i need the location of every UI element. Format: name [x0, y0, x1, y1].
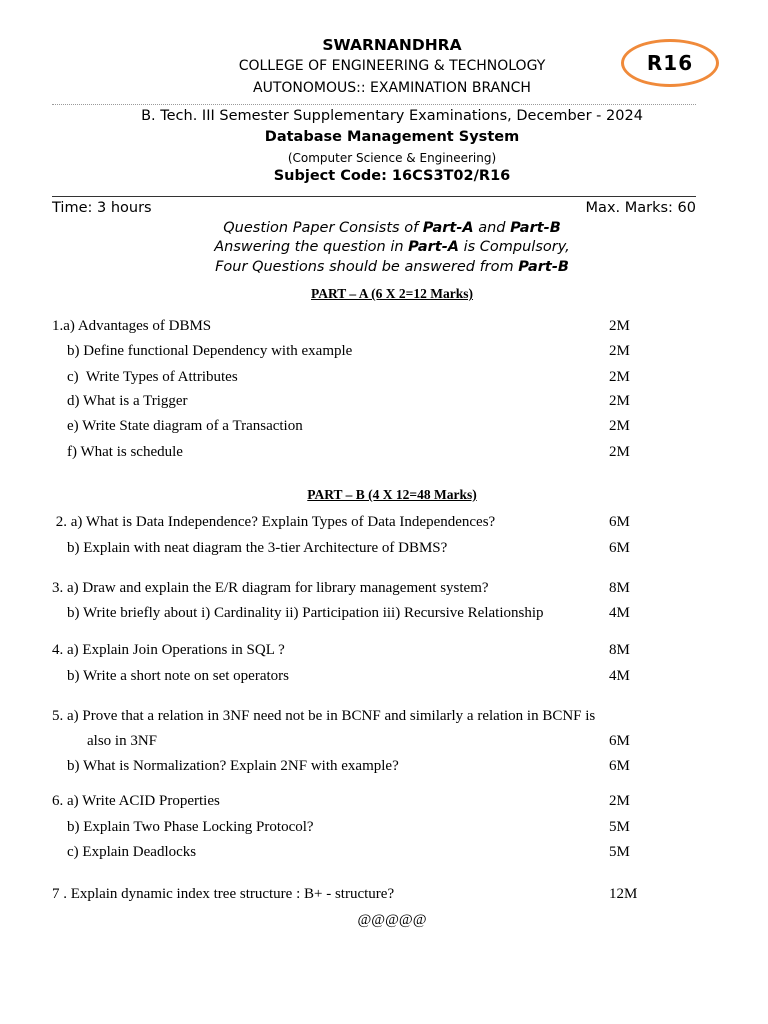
question-4a: 4. a) Explain Join Operations in SQL ?	[52, 642, 285, 658]
institution-name: SWARNANDHRA	[322, 36, 462, 54]
marks-3b: 4M	[609, 605, 630, 621]
instruction-line-1: Question Paper Consists of Part-A and Part-B	[223, 220, 561, 236]
marks-7: 12M	[609, 886, 638, 902]
college-name: COLLEGE OF ENGINEERING & TECHNOLOGY	[238, 58, 546, 74]
exam-duration: Time: 3 hours	[52, 200, 152, 216]
marks-2b: 6M	[609, 540, 630, 556]
marks-6b: 5M	[609, 819, 630, 835]
question-6b: b) Explain Two Phase Locking Protocol?	[67, 819, 314, 835]
question-1d: d) What is a Trigger	[67, 393, 188, 409]
question-2a: 2. a) What is Data Independence? Explain Types of Data Independences?	[52, 514, 496, 530]
question-2b: b) Explain with neat diagram the 3-tier Architecture of DBMS?	[67, 540, 448, 556]
marks-1c: 2M	[609, 369, 630, 385]
marks-4b: 4M	[609, 668, 630, 684]
end-of-paper-marker: @@@@@	[357, 912, 427, 928]
part-b-title: PART – B (4 X 12=48 Marks)	[307, 487, 477, 502]
part-a-title: PART – A (6 X 2=12 Marks)	[311, 286, 473, 301]
question-6c: c) Explain Deadlocks	[67, 844, 197, 860]
question-1e: e) Write State diagram of a Transaction	[67, 418, 303, 434]
subject-code: Subject Code: 16CS3T02/R16	[273, 168, 511, 184]
marks-1a: 2M	[609, 318, 630, 334]
info-divider	[52, 196, 696, 197]
department-name: (Computer Science & Engineering)	[287, 151, 497, 165]
instruction-line-3: Four Questions should be answered from Part-B	[215, 259, 569, 275]
question-3b: b) Write briefly about i) Cardinality ii) Participation iii) Recursive Relationship	[67, 605, 544, 621]
question-6a: 6. a) Write ACID Properties	[52, 793, 220, 809]
marks-5b: 6M	[609, 758, 630, 774]
question-4b: b) Write a short note on set operators	[67, 668, 289, 684]
exam-title: B. Tech. III Semester Supplementary Examinations, December - 2024	[141, 108, 643, 124]
marks-6a: 2M	[609, 793, 630, 809]
marks-3a: 8M	[609, 580, 630, 596]
examination-branch: AUTONOMOUS:: EXAMINATION BRANCH	[253, 80, 531, 96]
marks-1d: 2M	[609, 393, 630, 409]
marks-1f: 2M	[609, 444, 630, 460]
question-3a: 3. a) Draw and explain the E/R diagram for library management system?	[52, 580, 489, 596]
instruction-line-2: Answering the question in Part-A is Compulsory,	[214, 239, 570, 255]
marks-5a: 6M	[609, 733, 630, 749]
question-1a: 1.a) Advantages of DBMS	[52, 318, 212, 334]
header-divider	[52, 104, 696, 105]
question-1c: c) Write Types of Attributes	[67, 369, 238, 385]
question-5b: b) What is Normalization? Explain 2NF with example?	[67, 758, 399, 774]
question-7: 7 . Explain dynamic index tree structure : B+ - structure?	[52, 886, 395, 902]
question-5a: 5. a) Prove that a relation in 3NF need not be in BCNF and similarly a relation in BCNF is	[52, 708, 596, 724]
marks-6c: 5M	[609, 844, 630, 860]
question-1b: b) Define functional Dependency with example	[67, 343, 353, 359]
marks-1e: 2M	[609, 418, 630, 434]
max-marks: Max. Marks: 60	[585, 200, 696, 216]
marks-4a: 8M	[609, 642, 630, 658]
subject-name: Database Management System	[264, 129, 520, 145]
question-1f: f) What is schedule	[67, 444, 183, 460]
regulation-badge: R16	[621, 39, 719, 87]
marks-1b: 2M	[609, 343, 630, 359]
question-5a-continued: also in 3NF	[87, 733, 158, 749]
marks-2a: 6M	[609, 514, 630, 530]
